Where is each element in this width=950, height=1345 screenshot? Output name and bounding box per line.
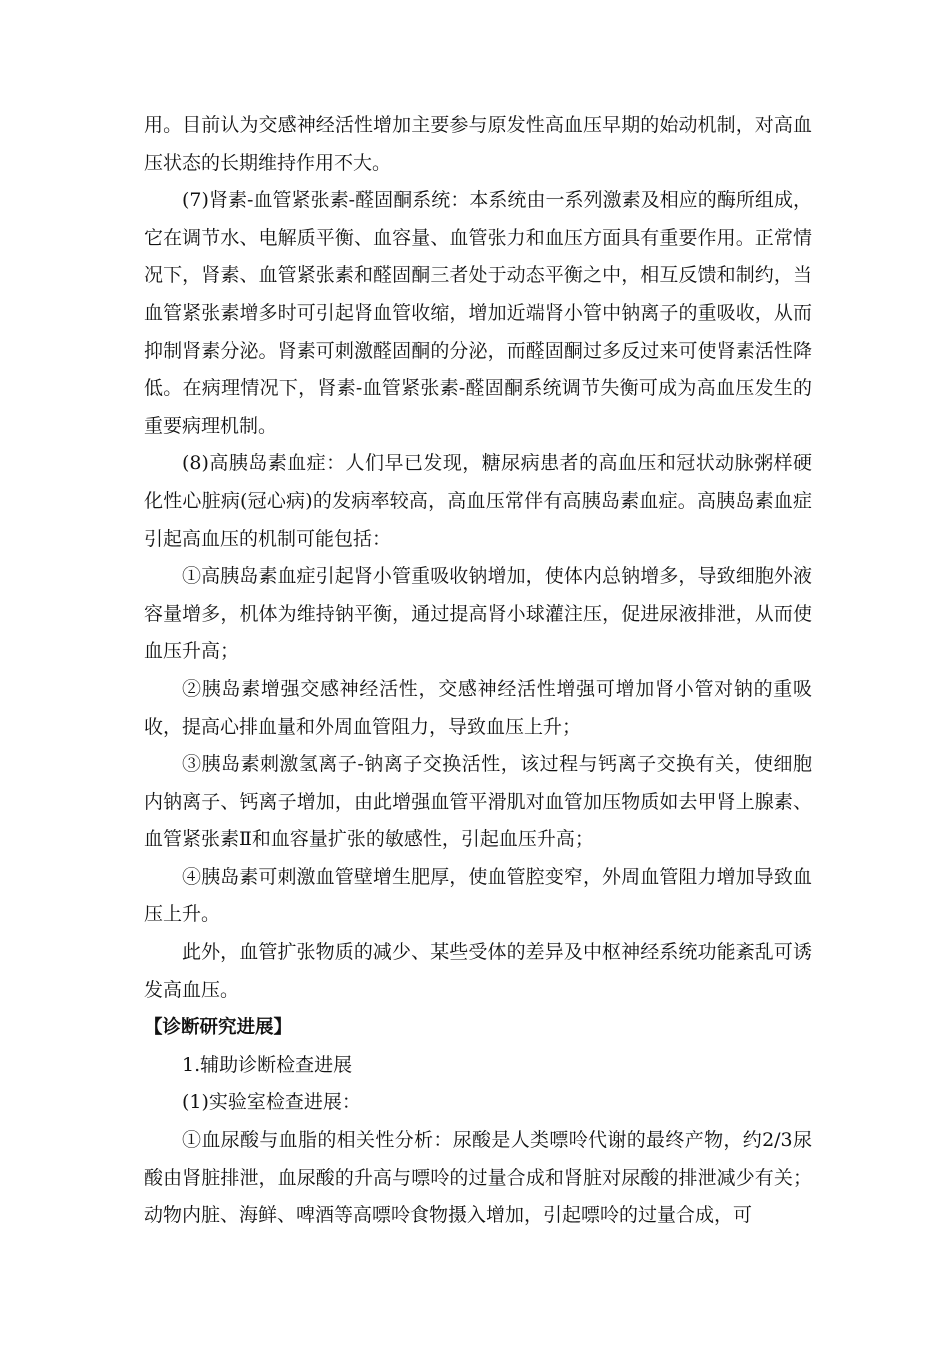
- paragraph-uric-acid: ①血尿酸与血脂的相关性分析：尿酸是人类嘌呤代谢的最终产物，约2/3尿酸由肾脏排泄，血尿酸的升高与嘌呤的过量合成和肾脏对尿酸的排泄减少有关；动物内脏、海鲜、啤酒等高嘌呤食物摄入增加，引起嘌呤的过量合成，可: [144, 1129, 812, 1227]
- paragraph-mechanism-4: ④胰岛素可刺激血管壁增生肥厚，使血管腔变窄，外周血管阻力增加导致血压上升。: [144, 865, 812, 926]
- paragraph-mechanism-2: ②胰岛素增强交感神经活性，交感神经活性增强可增加肾小管对钠的重吸收，提高心排血量和外周血管阻力，导致血压上升；: [144, 677, 812, 738]
- paragraph-continuation: 用。目前认为交感神经活性增加主要参与原发性高血压早期的始动机制，对高血压状态的长期维持作用不大。: [144, 114, 812, 174]
- subheading-auxiliary-diagnosis: 1.辅助诊断检查进展: [182, 1053, 353, 1076]
- paragraph-mechanism-1: ①高胰岛素血症引起肾小管重吸收钠增加，使体内总钠增多，导致细胞外液容量增多，机体为维持钠平衡，通过提高肾小球灌注压，促进尿液排泄，从而使血压升高；: [144, 565, 812, 663]
- paragraph-raas: (7)肾素-血管紧张素-醛固酮系统：本系统由一系列激素及相应的酶所组成，它在调节水、电解质平衡、血容量、血管张力和血压方面具有重要作用。正常情况下，肾素、血管紧张素和醛固酮三者处于动态平衡之中，相互反馈和制约，当血管紧张素增多时可引起肾血管收缩，增加近端肾小管中钠离子的重吸收，从而抑制肾素分泌。肾素可刺激醛固酮的分泌，而醛固酮过多反过来可使肾素活性降低。在病理情况下，肾素-血管紧张素-醛固酮系统调节失衡可成为高血压发生的重要病理机制。: [144, 189, 812, 437]
- paragraph-mechanism-3: ③胰岛素刺激氢离子-钠离子交换活性，该过程与钙离子交换有关，使细胞内钠离子、钙离子增加，由此增强血管平滑肌对血管加压物质如去甲肾上腺素、血管紧张素Ⅱ和血容量扩张的敏感性，引起血压升高；: [144, 753, 812, 851]
- section-heading: 【诊断研究进展】: [144, 1017, 293, 1039]
- paragraph-hyperinsulinemia: (8)高胰岛素血症：人们早已发现，糖尿病患者的高血压和冠状动脉粥样硬化性心脏病(冠心病)的发病率较高，高血压常伴有高胰岛素血症。高胰岛素血症引起高血压的机制可能包括：: [144, 452, 812, 550]
- paragraph-other-factors: 此外，血管扩张物质的减少、某些受体的差异及中枢神经系统功能紊乱可诱发高血压。: [144, 941, 812, 1001]
- document-page: [144, 107, 812, 1235]
- subheading-lab-tests: (1)实验室检查进展：: [182, 1091, 361, 1114]
